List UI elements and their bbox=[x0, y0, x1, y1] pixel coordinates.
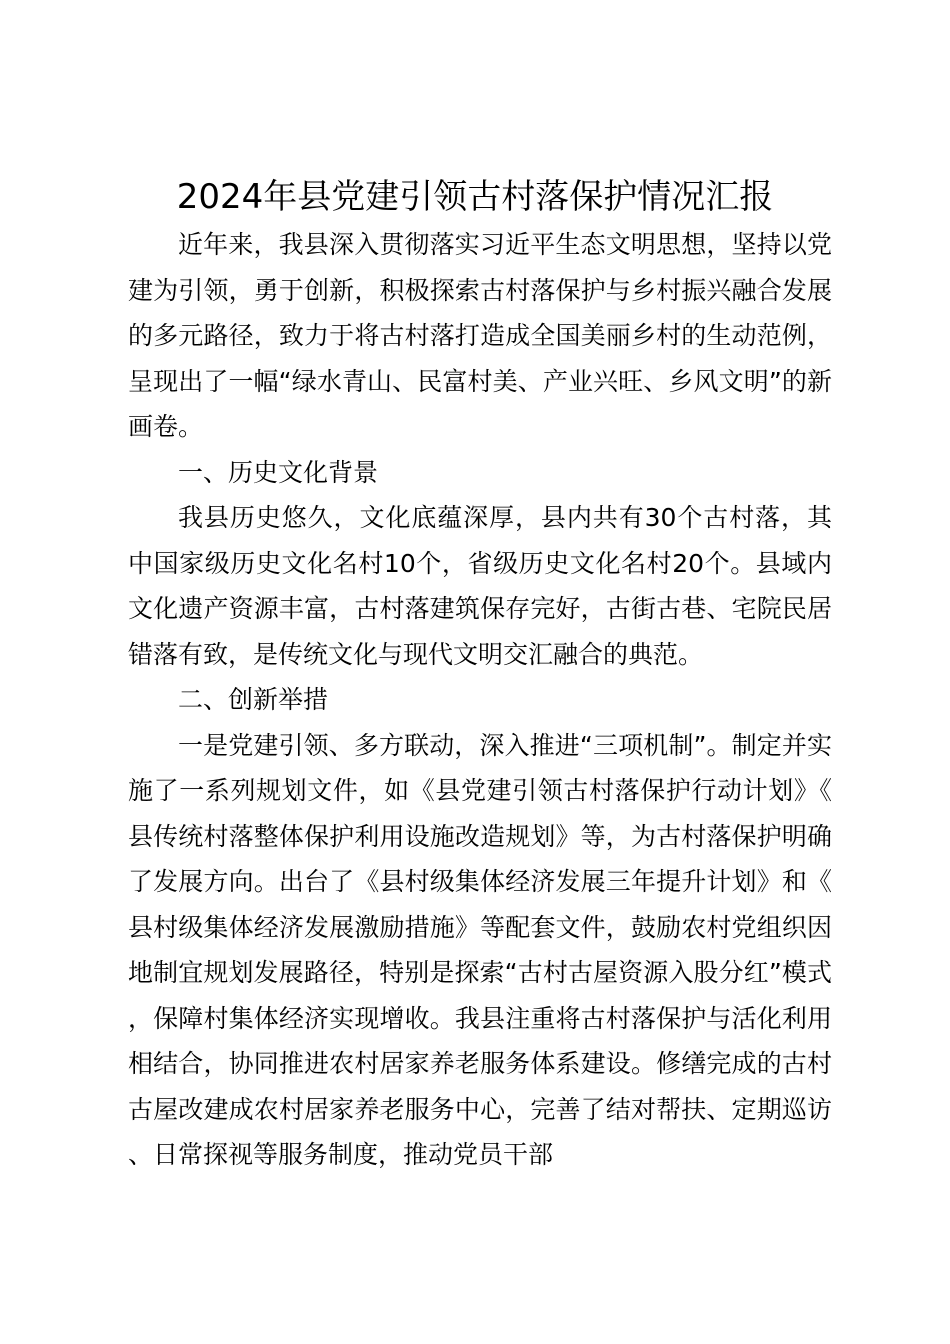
history-paragraph: 我县历史悠久，文化底蕴深厚，县内共有30个古村落，其中国家级历史文化名村10个，省级历史文化名村20个。县域内文化遗产资源丰富，古村落建筑保存完好，古街古巷、宅院民居错落有致，是传统文化与现代文明交汇融合的典范。 bbox=[128, 503, 832, 669]
document-title: 2024年县党建引领古村落保护情况汇报 bbox=[176, 177, 774, 217]
section-heading-innovation: 二、创新举措 bbox=[178, 685, 329, 714]
section-heading-history: 一、历史文化背景 bbox=[178, 457, 379, 487]
document-body bbox=[128, 222, 832, 1178]
intro-paragraph: 近年来，我县深入贯彻落实习近平生态文明思想，坚持以党建为引领，勇于创新，积极探索古村落保护与乡村振兴融合发展的多元路径，致力于将古村落打造成全国美丽乡村的生动范例，呈现出了一幅“绿水青山、民富村美、产业兴旺、乡风文明”的新画卷。 bbox=[128, 230, 832, 441]
innovation-paragraph: 一是党建引领、多方联动，深入推进“三项机制”。制定并实施了一系列规划文件，如《县党建引领古村落保护行动计划》《县传统村落整体保护利用设施改造规划》等，为古村落保护明确了发展方向。出台了《县村级集体经济发展三年提升计划》和《县村级集体经济发展激励措施》等配套文件，鼓励农村党组织因地制宜规划发展路径，特别是探索“古村古屋资源入股分红”模式，保障村集体经济实现增收。我县注重将古村落保护与活化利用相结合，协同推进农村居家养老服务体系建设。修缮完成的古村古屋改建成农村居家养老服务中心，完善了结对帮扶、定期巡访、日常探视等服务制度，推动党员干部 bbox=[128, 730, 832, 1169]
